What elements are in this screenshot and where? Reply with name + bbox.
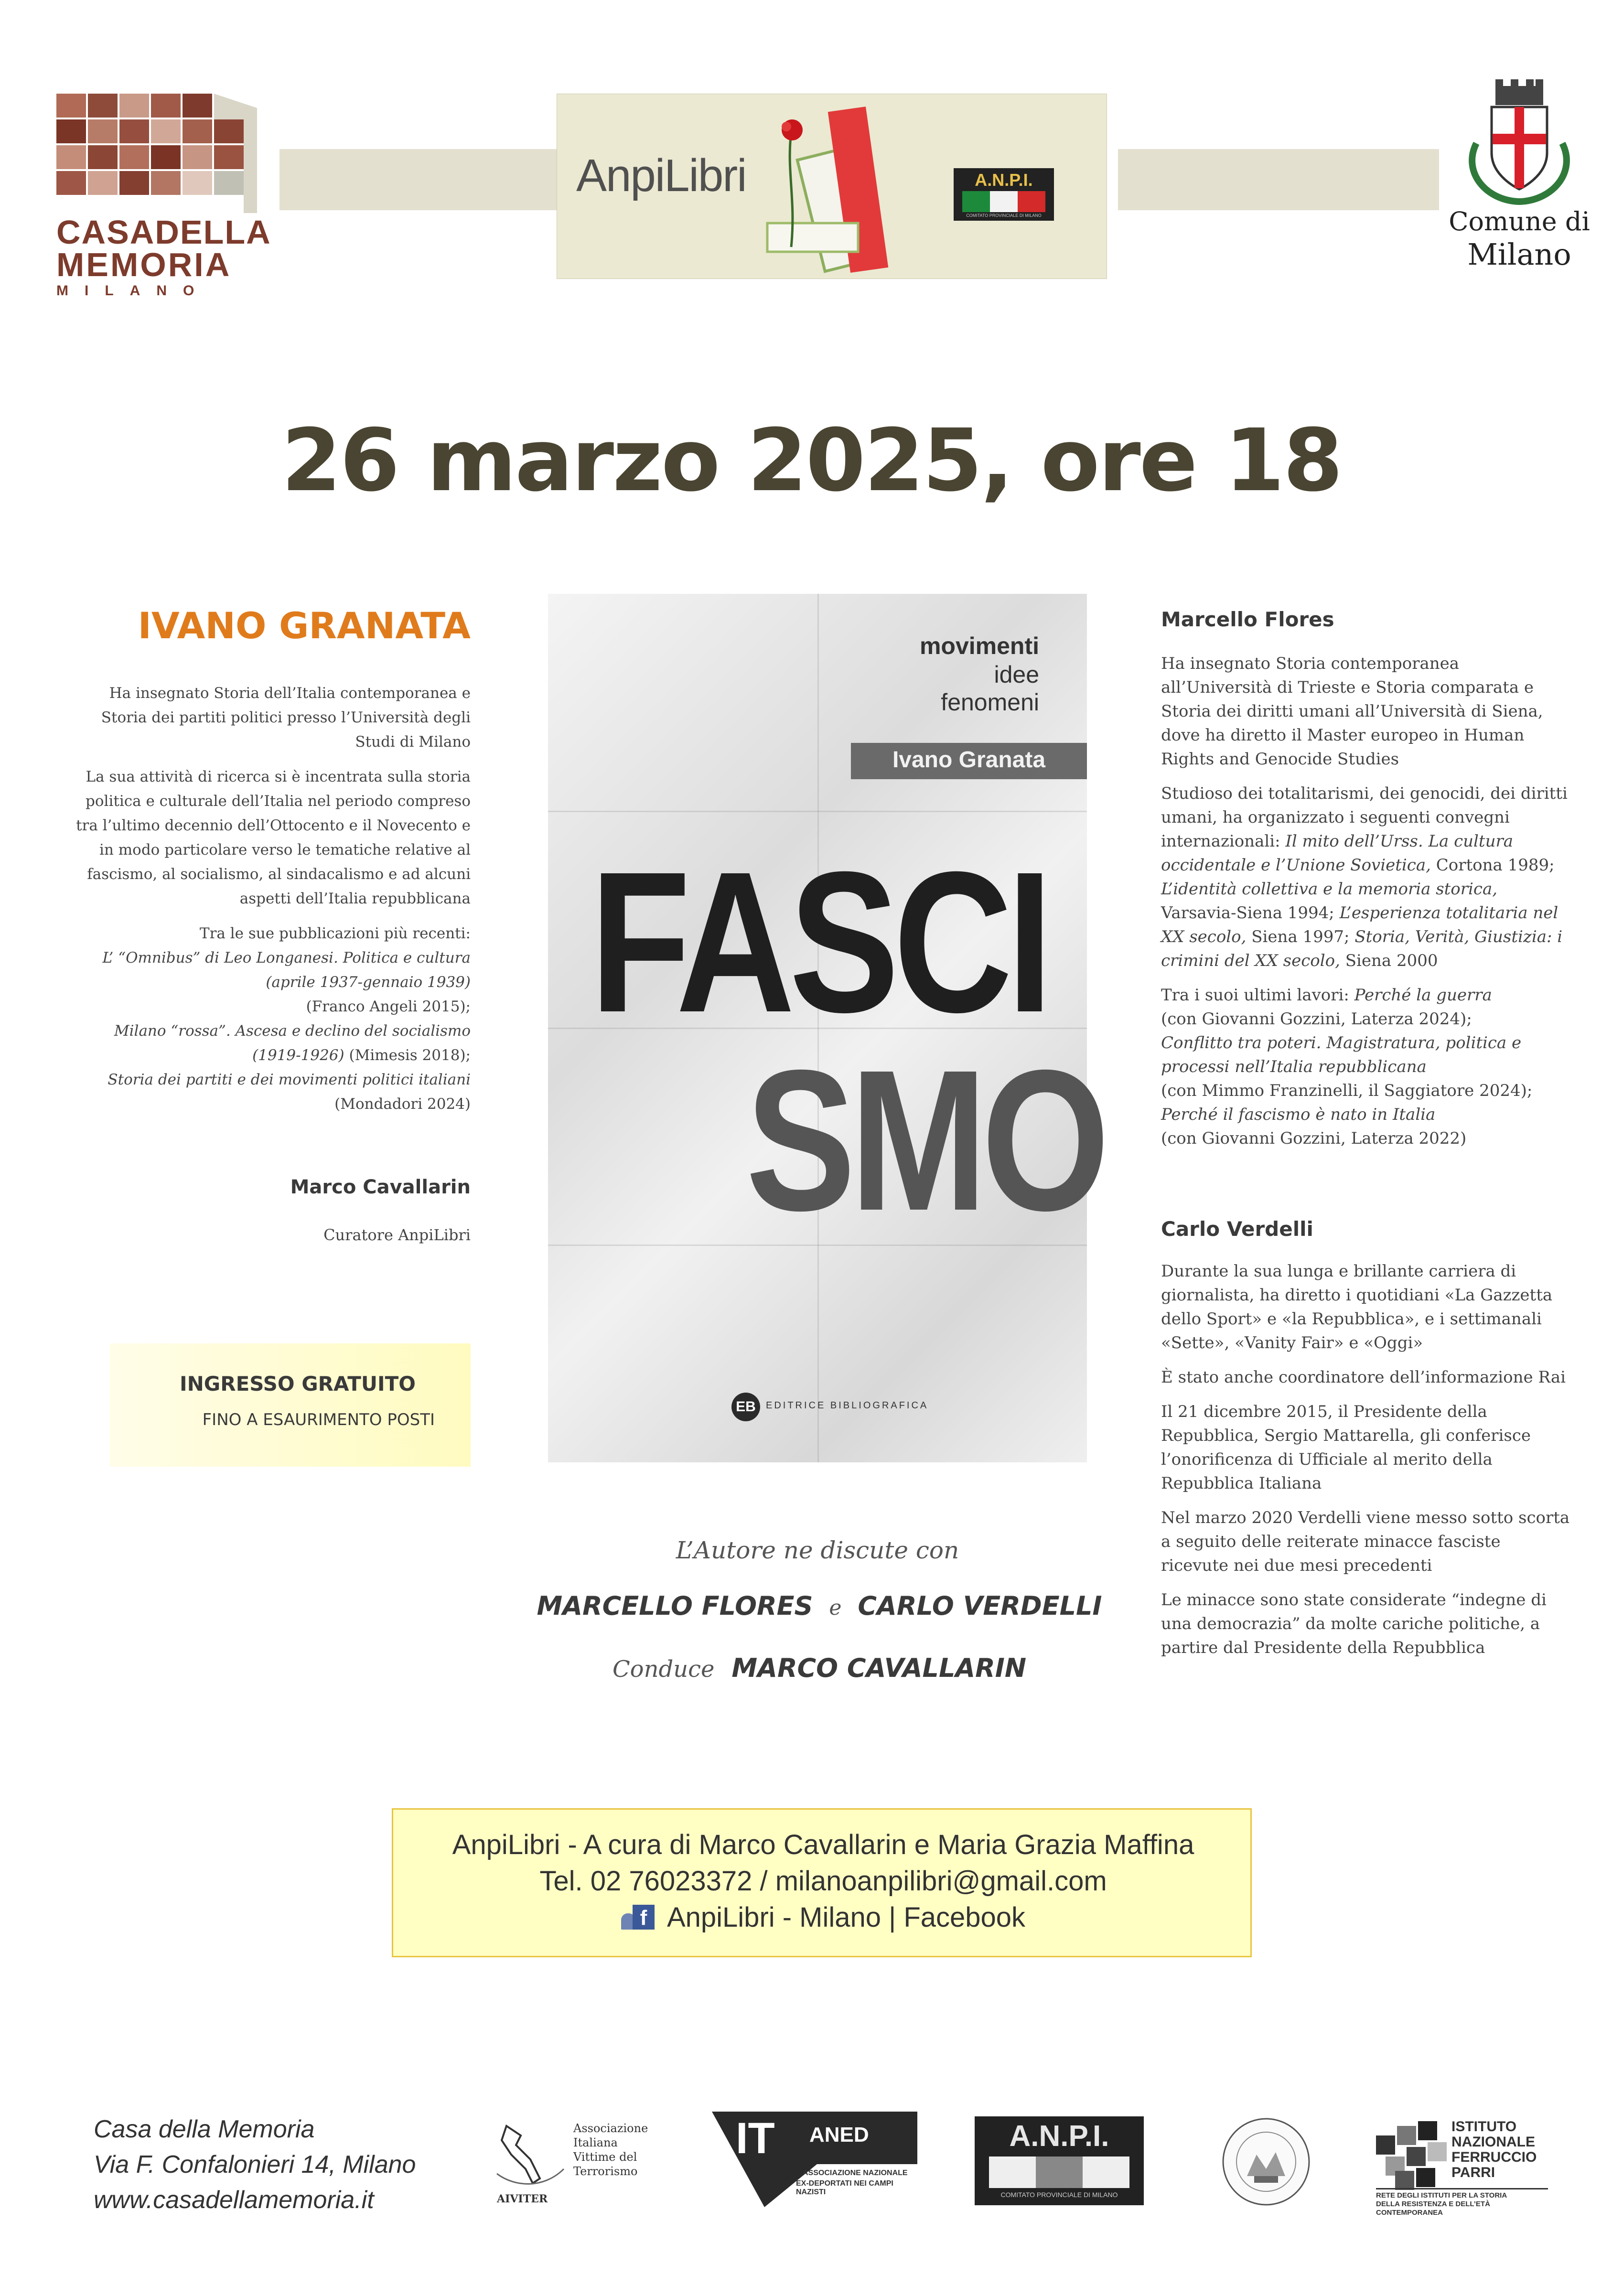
conduce-label: Conduce xyxy=(612,1656,715,1683)
book-title-line2: SMO xyxy=(746,1029,1105,1253)
anpilibri-logo xyxy=(557,94,1107,279)
casa-memoria-line2: MEMORIA xyxy=(56,246,232,283)
aned-name: ANED xyxy=(809,2123,869,2146)
flores-p2i: Siena 2000 xyxy=(1345,951,1438,970)
footer-addr1: Casa della Memoria xyxy=(94,2115,315,2143)
contact-box xyxy=(392,1808,1252,1957)
parri-l2: NAZIONALE xyxy=(1451,2134,1535,2150)
event-date: 26 marzo 2025, ore 18 xyxy=(281,411,1342,511)
anpi-badge xyxy=(954,168,1054,221)
casa-della-memoria-logo xyxy=(56,94,271,299)
curator-name: Marco Cavallarin xyxy=(290,1176,471,1198)
author-bio xyxy=(67,681,471,1127)
parri-l3: FERRUCCIO xyxy=(1451,2149,1537,2165)
pub3-publisher: (Mondadori 2024) xyxy=(334,1095,471,1113)
anpilibri-title: AnpiLibri xyxy=(576,150,746,201)
author-bio-p1: Ha insegnato Storia dell’Italia contemporanea e Storia dei partiti politici presso l’Università degli Studi di Milano xyxy=(101,685,471,751)
flores-p2d: L’identità collettiva e la memoria storica, xyxy=(1161,880,1498,899)
anpi-badge-text: A.N.P.I. xyxy=(975,170,1033,190)
pub1-title: L’ “Omnibus” di Leo Longanesi. Politica e cultura (aprile 1937-gennaio 1939) xyxy=(102,949,471,991)
milano-crest-icon xyxy=(1457,76,1581,205)
flores-p3c: (con Giovanni Gozzini, Laterza 2024); xyxy=(1161,1009,1472,1029)
discussion-moderator xyxy=(502,1653,1137,1683)
parri-sub1: RETE DEGLI ISTITUTI PER LA STORIA xyxy=(1376,2191,1507,2199)
flores-p1: Ha insegnato Storia contemporanea all’Università di Trieste e Storia comparata e Storia dei diritti umani all’Università di Siena, dove ha diretto il Master europeo in Human Rights and Genocide Studies xyxy=(1161,654,1543,769)
verdelli-name: Carlo Verdelli xyxy=(1161,1217,1313,1241)
parri-sub3: CONTEMPORANEA xyxy=(1376,2209,1443,2217)
casa-memoria-line3: MILANO xyxy=(56,283,211,299)
verdelli-p2: È stato anche coordinatore dell’informazione Rai xyxy=(1161,1368,1566,1387)
pub2-publisher: (Mimesis 2018); xyxy=(349,1047,471,1064)
flores-p3f: Perché il fascismo è nato in Italia xyxy=(1161,1105,1436,1124)
flores-p2c: Cortona 1989; xyxy=(1436,856,1555,875)
book-series-2: idee xyxy=(994,661,1039,688)
aiviter-logo xyxy=(487,2116,650,2212)
parri-l1: ISTITUTO xyxy=(1451,2119,1517,2135)
guest-conj: e xyxy=(829,1596,842,1620)
anpi-footer-logo xyxy=(975,2116,1144,2205)
footer-addr2: Via F. Confalonieri 14, Milano xyxy=(94,2151,416,2178)
verdelli-bio xyxy=(1161,1259,1572,1670)
book-publisher: EDITRICE BIBLIOGRAFICA xyxy=(766,1400,929,1411)
book-author: Ivano Granata xyxy=(892,747,1046,772)
casa-memoria-brick-icon xyxy=(56,94,257,213)
book-series-1: movimenti xyxy=(919,633,1039,659)
casa-memoria-line1: CASADELLA xyxy=(56,214,271,251)
aned-sub1: ASSOCIAZIONE NAZIONALE xyxy=(803,2169,908,2177)
aiviter-text4: Terrorismo xyxy=(573,2165,638,2178)
discussion-intro: L’Autore ne discute con xyxy=(676,1536,959,1564)
aiviter-text2: Italiana xyxy=(573,2136,618,2149)
flores-p2f: L’esperienza totalitaria nel XX secolo, xyxy=(1161,903,1559,946)
flores-p2 xyxy=(1161,782,1572,973)
verdelli-p5: Le minacce sono state considerate “indegne di una democrazia” da molte cariche politiche, a partire dal Presidente della Repubblica xyxy=(1161,1590,1547,1657)
parri-l4: PARRI xyxy=(1451,2165,1495,2180)
book-cover xyxy=(548,594,1105,1462)
flores-p3a: Tra i suoi ultimi lavori: xyxy=(1161,986,1349,1005)
flores-bio xyxy=(1161,652,1572,1161)
contact-line1: AnpiLibri - A cura di Marco Cavallarin e Maria Grazia Maffina xyxy=(452,1829,1194,1860)
comune-label: Comune di xyxy=(1449,206,1590,236)
aned-sub2: EX-DEPORTATI NEI CAMPI NAZISTI xyxy=(796,2179,893,2196)
flores-p3 xyxy=(1161,983,1572,1150)
anpi-footer-sub: COMITATO PROVINCIALE DI MILANO xyxy=(1000,2191,1118,2199)
facebook-link[interactable]: AnpiLibri - Milano | Facebook xyxy=(666,1902,1026,1933)
milano-label: Milano xyxy=(1467,237,1571,272)
verdelli-p1: Durante la sua lunga e brillante carriera di giornalista, ha diretto i quotidiani «La Gazzetta dello Sport» e «la Repubblica», e i settimanali «Sette», «Vanity Fair» e «Oggi» xyxy=(1161,1262,1553,1352)
header-bar-right xyxy=(1118,149,1439,210)
flores-p3b: Perché la guerra xyxy=(1354,986,1492,1005)
parri-sub2: DELLA RESISTENZA E DELL’ETÀ xyxy=(1376,2200,1490,2208)
admission-free: INGRESSO GRATUITO xyxy=(179,1372,416,1395)
contact-line3[interactable] xyxy=(393,1901,1253,1933)
author-publications xyxy=(67,922,471,1116)
guest-1: MARCELLO FLORES xyxy=(537,1591,813,1621)
flores-p3e: (con Mimmo Franzinelli, il Saggiatore 2024); xyxy=(1161,1081,1533,1100)
aiviter-map-icon xyxy=(487,2116,569,2193)
contact-phone-email[interactable]: Tel. 02 76023372 / milanoanpilibri@gmail.com xyxy=(539,1866,1107,1897)
flores-p2a: Studioso dei totalitarismi, dei genocidi, dei diritti umani, ha organizzato i seguenti convegni internazionali: xyxy=(1161,784,1568,851)
parri-logo xyxy=(1376,2116,1548,2217)
flores-p3d: Conflitto tra poteri. Magistratura, politica e processi nell’Italia repubblicana xyxy=(1161,1033,1522,1076)
verdelli-p3: Il 21 dicembre 2015, il Presidente della Repubblica, Sergio Mattarella, gli conferisce l’onorificenza di Ufficiale al merito della Repubblica Italiana xyxy=(1161,1402,1531,1493)
footer-website[interactable]: www.casadellamemoria.it xyxy=(94,2186,374,2214)
pubs-intro: Tra le sue pubblicazioni più recenti: xyxy=(199,925,471,942)
book-series-3: fenomeni xyxy=(941,689,1039,716)
aned-it: IT xyxy=(736,2114,775,2163)
parri-mosaic-icon xyxy=(1376,2121,1448,2193)
admission-box xyxy=(110,1343,471,1467)
facebook-icon: f xyxy=(621,1905,655,1930)
publisher-logo-icon: EB xyxy=(731,1393,760,1421)
aiviter-text xyxy=(573,2121,648,2178)
guest-2: CARLO VERDELLI xyxy=(858,1591,1102,1621)
admission-seats: FINO A ESAURIMENTO POSTI xyxy=(202,1410,435,1429)
moderator-name: MARCO CAVALLARIN xyxy=(731,1653,1027,1683)
header-bar-left xyxy=(279,149,557,210)
author-name: IVANO GRANATA xyxy=(138,604,471,647)
flores-p2b: Il mito dell’Urss. La cultura occidentale e l’Unione Sovietica, xyxy=(1161,832,1514,875)
contact-line2[interactable] xyxy=(393,1865,1253,1897)
flores-p2e: Varsavia-Siena 1994; xyxy=(1161,903,1334,923)
flores-p3g: (con Giovanni Gozzini, Laterza 2022) xyxy=(1161,1129,1467,1148)
anpi-footer-name: A.N.P.I. xyxy=(1009,2120,1109,2153)
aned-logo xyxy=(707,2112,917,2207)
author-bio-p2: La sua attività di ricerca si è incentrata sulla storia politica e culturale dell’Italia nel periodo compreso tra l’ultimo decennio dell’Ottocento e il Novecento e in modo particolare verso le tematiche relative al fascismo, al socialismo, al sindacalismo e ad alcuni aspetti dell’Italia repubblicana xyxy=(76,768,471,907)
footer-address xyxy=(94,2112,416,2218)
flores-name: Marcello Flores xyxy=(1161,608,1334,631)
partisan-memorial-seal-icon xyxy=(1221,2116,1311,2207)
discussion-guests xyxy=(502,1591,1137,1621)
books-poppy-icon xyxy=(739,104,896,276)
parri-subtitle xyxy=(1376,2188,1548,2217)
flores-p2g: Siena 1997; xyxy=(1251,927,1350,946)
book-title-line1: FASCI xyxy=(590,830,1047,1054)
pub1-publisher: (Franco Angeli 2015); xyxy=(306,998,471,1015)
aiviter-text1: Associazione xyxy=(573,2122,648,2135)
parri-title xyxy=(1451,2119,1537,2180)
book-author-band xyxy=(851,743,1087,779)
pub2-title: Milano “rossa”. Ascesa e declino del socialismo (1919-1926) xyxy=(114,1022,471,1064)
verdelli-p4: Nel marzo 2020 Verdelli viene messo sotto scorta a seguito delle reiterate minacce fasciste ricevute nei due mesi precedenti xyxy=(1161,1508,1570,1575)
anpi-badge-sub: COMITATO PROVINCIALE DI MILANO xyxy=(966,213,1042,218)
aiviter-text3: Vittime del xyxy=(573,2150,637,2164)
aiviter-name: AIVITER xyxy=(497,2193,548,2205)
comune-milano-logo xyxy=(1448,76,1590,277)
pub3-title: Storia dei partiti e dei movimenti politici italiani xyxy=(107,1071,471,1088)
curator-role: Curatore AnpiLibri xyxy=(323,1226,471,1244)
flores-p2h: Storia, Verità, Giustizia: i crimini del XX secolo, xyxy=(1161,927,1563,970)
